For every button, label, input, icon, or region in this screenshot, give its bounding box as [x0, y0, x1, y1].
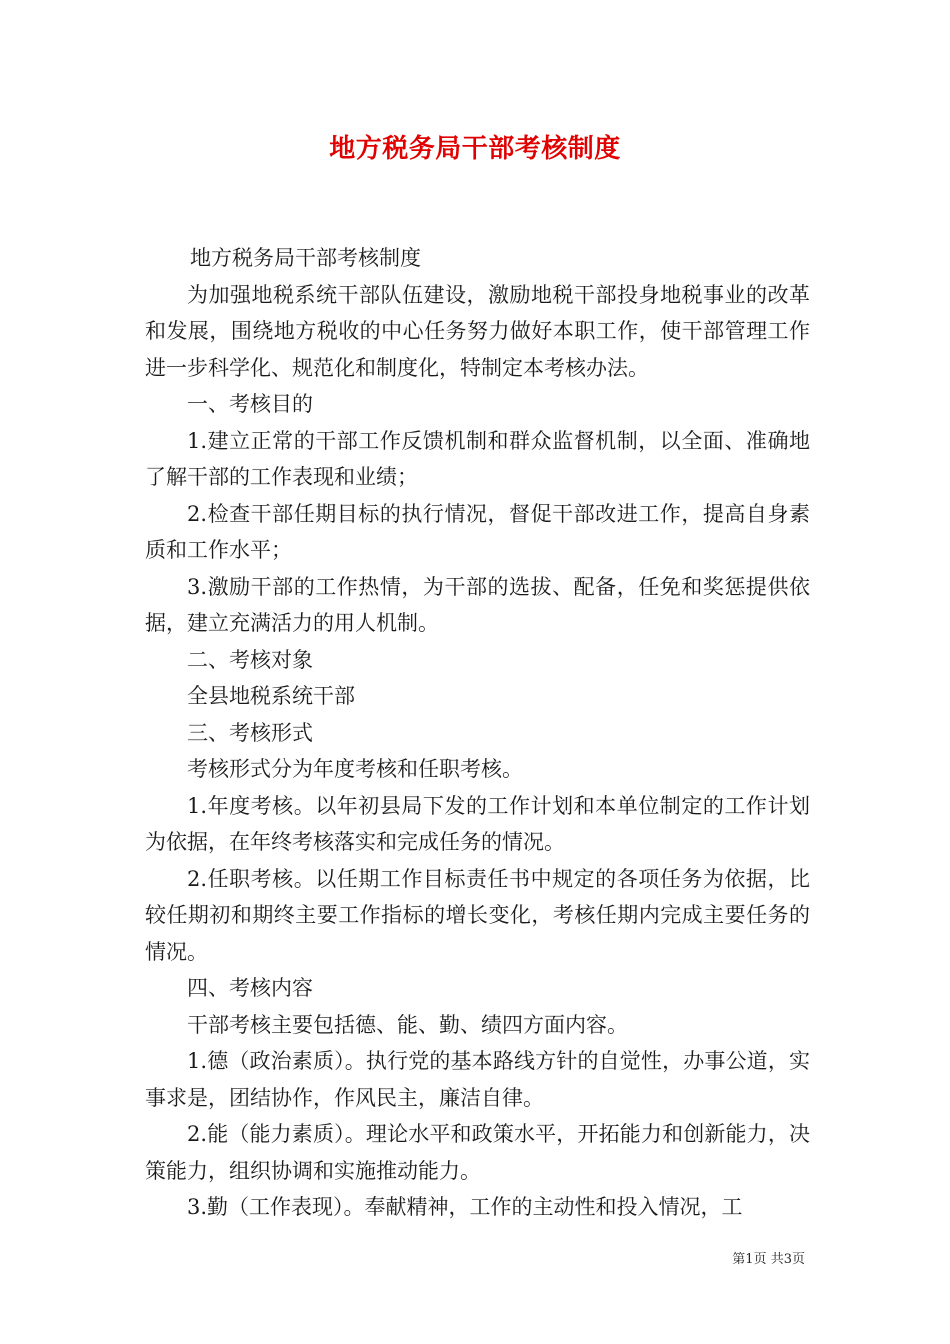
footer-page-number: 1	[745, 1252, 754, 1267]
paragraph: 3.激励干部的工作热情，为干部的选拔、配备，任免和奖惩提供依据，建立充满活力的用人机制。	[145, 574, 810, 635]
page-footer	[0, 1248, 805, 1267]
paragraph: 考核形式分为年度考核和任职考核。	[187, 757, 523, 781]
footer-suffix: 页	[791, 1252, 805, 1267]
footer-prefix: 第	[732, 1252, 746, 1267]
paragraph: 全县地税系统干部	[187, 684, 355, 708]
paragraph: 2.检查干部任期目标的执行情况，督促干部改进工作，提高自身素质和工作水平；	[145, 501, 810, 562]
paragraph: 2.任职考核。以任期工作目标责任书中规定的各项任务为依据，比较任期初和期终主要工作指标的增长变化，考核任期内完成主要任务的情况。	[145, 866, 810, 964]
paragraph: 干部考核主要包括德、能、勤、绩四方面内容。	[187, 1012, 628, 1037]
paragraph-heading: 地方税务局干部考核制度	[190, 246, 421, 270]
paragraph: 为加强地税系统干部队伍建设，激励地税干部投身地税事业的改革和发展，围绕地方税收的中心任务努力做好本职工作，使干部管理工作进一步科学化、规范化和制度化，特制定本考核办法。	[145, 282, 810, 380]
paragraph: 1.年度考核。以年初县局下发的工作计划和本单位制定的工作计划为依据，在年终考核落实和完成任务的情况。	[145, 793, 810, 854]
footer-total-pages: 3	[783, 1252, 792, 1267]
paragraph: 3.勤（工作表现）。奉献精神，工作的主动性和投入情况，工	[187, 1195, 743, 1219]
document-title: 地方税务局干部考核制度	[329, 134, 621, 164]
section-heading: 三、考核形式	[187, 720, 313, 745]
section-heading: 二、考核对象	[187, 647, 313, 672]
section-heading: 四、考核内容	[187, 976, 313, 1000]
paragraph: 1.德（政治素质）。执行党的基本路线方针的自觉性，办事公道，实事求是，团结协作，作风民主，廉洁自律。	[145, 1049, 810, 1110]
section-heading: 一、考核目的	[187, 392, 313, 416]
paragraph: 2.能（能力素质）。理论水平和政策水平，开拓能力和创新能力，决策能力，组织协调和实施推动能力。	[145, 1122, 810, 1183]
footer-middle: 页 共	[753, 1252, 784, 1267]
document-body	[145, 240, 810, 1226]
paragraph: 1.建立正常的干部工作反馈机制和群众监督机制，以全面、准确地了解干部的工作表现和业绩；	[145, 428, 810, 489]
